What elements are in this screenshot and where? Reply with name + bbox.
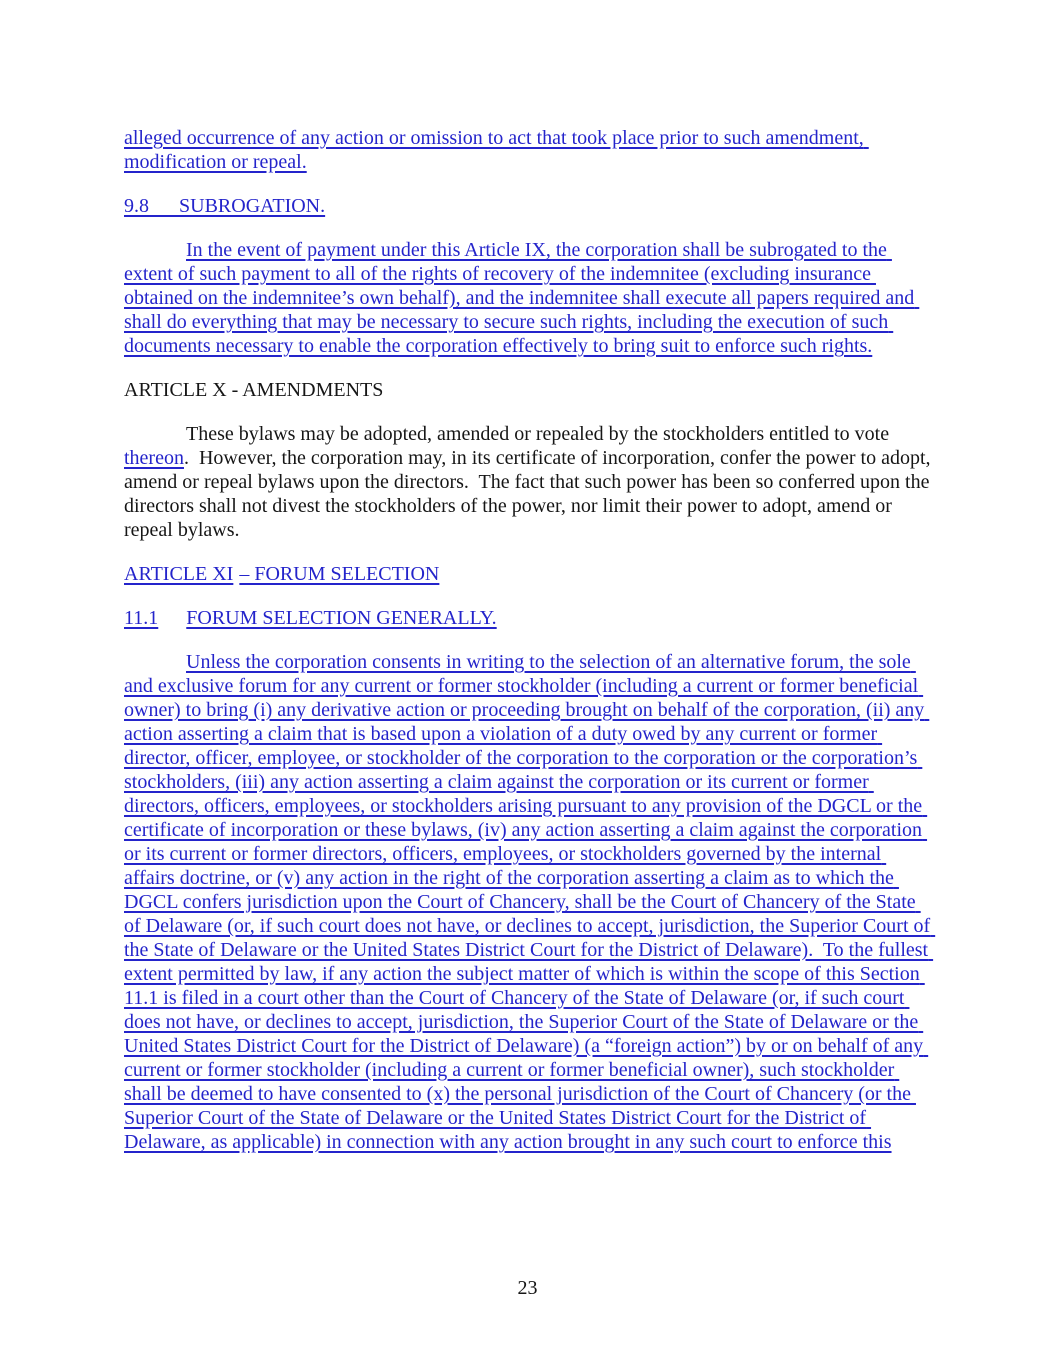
- article-xi-heading-part2: – FORUM SELECTION: [239, 563, 440, 585]
- paragraph-amendments: [124, 422, 936, 542]
- paragraph-subrogation: In the event of payment under this Article IX, the corporation shall be subrogated to the extent of such payment to all of the rights of recovery of the indemnitee (excluding insurance obtained on the indemnitee’s own behalf), and the indemnitee shall execute all papers required and shall do everything that may be necessary to secure such rights, including the execution of such documents necessary to enable the corporation effectively to bring suit to enforce such rights.: [124, 239, 920, 357]
- paragraph-amendments-text-after: . However, the corporation may, in its certificate of incorporation, confer the power to adopt, amend or repeal bylaws upon the directors. The fact that such power has been so conferred upon the directors shall not divest the stockholders of the power, nor limit their power to adopt, amend or repeal bylaws.: [124, 447, 936, 541]
- inserted-word-thereon: thereon: [124, 447, 184, 469]
- paragraph-amendment-continuation: alleged occurrence of any action or omission to act that took place prior to such amendment, modification or repeal.: [124, 127, 869, 173]
- article-xi-heading: [124, 562, 932, 586]
- section-heading-9-8: [124, 194, 932, 218]
- section-heading-11-1: [124, 606, 932, 630]
- document-body: [124, 126, 936, 1174]
- paragraph-forum-selection: Unless the corporation consents in writing to the selection of an alternative forum, the sole and exclusive forum for any current or former stockholder (including a current or former beneficial owner) to bring (i) any derivative action or proceeding brought on behalf of the corporation, (ii) any action asserting a claim that is based upon a violation of a duty owed by any current or former director, officer, employee, or stockholder of the corporation to the corporation or the corporation’s stockholders, (iii) any action asserting a claim against the corporation or its current or former directors, officers, employees, or stockholders arising pursuant to any provision of the DGCL or the certificate of incorporation or these bylaws, (iv) any action asserting a claim against the corporation or its current or former directors, officers, employees, or stockholders governed by the internal affairs doctrine, or (v) any action in the right of the corporation asserting a claim as to which the DGCL confers jurisdiction upon the Court of Chancery, shall be the Court of Chancery of the State of Delaware (or, if such court does not have, or declines to accept, jurisdiction, the Superior Court of the State of Delaware or the United States District Court for the District of Delaware). To the fullest extent permitted by law, if any action the subject matter of which is within the scope of this Section 11.1 is filed in a court other than the Court of Chancery of the State of Delaware (or, if such court does not have, or declines to accept, jurisdiction, the Superior Court of the State of Delaware or the United States District Court for the District of Delaware) (a “foreign action”) by or on behalf of any current or former stockholder (including a current or former beneficial owner), such stockholder shall be deemed to have consented to (x) the personal jurisdiction of the Court of Chancery (or the Superior Court of the State of Delaware or the United States District Court for the District of Delaware, as applicable) in connection with any action brought in any such court to enforce this: [124, 651, 936, 1153]
- article-xi-heading-part1: ARTICLE XI: [124, 563, 234, 585]
- page-number: 23: [517, 1277, 538, 1299]
- section-heading-11-1-number: 11.1: [124, 607, 159, 629]
- section-heading-11-1-title: FORUM SELECTION GENERALLY.: [186, 607, 497, 629]
- article-x-heading: ARTICLE X - AMENDMENTS: [124, 379, 384, 401]
- paragraph-amendments-text-before: These bylaws may be adopted, amended or repealed by the stockholders entitled to vote: [186, 423, 895, 445]
- section-heading-9-8-text: 9.8 SUBROGATION.: [124, 195, 326, 217]
